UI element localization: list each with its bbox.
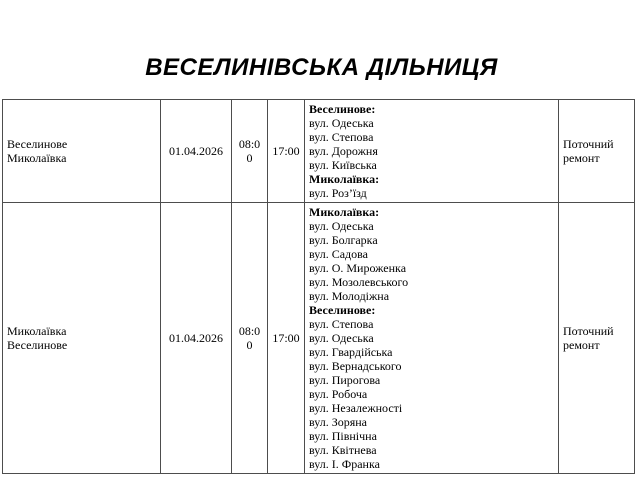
- street-item: вул. Дорожня: [309, 144, 378, 158]
- location-name: Веселинове: [7, 137, 68, 151]
- streets-cell: [305, 203, 559, 474]
- outage-schedule-table: [2, 99, 635, 474]
- street-item: вул. Одеська: [309, 116, 374, 130]
- street-item: вул. Одеська: [309, 331, 374, 345]
- street-item: вул. Зоряна: [309, 415, 367, 429]
- table-row: [3, 100, 635, 203]
- end-time-cell: 17:00: [268, 203, 305, 474]
- start-time-cell: 08:00: [232, 203, 268, 474]
- location-cell: [3, 100, 161, 203]
- street-item: вул. Вернадського: [309, 359, 402, 373]
- street-item: вул. Одеська: [309, 219, 374, 233]
- streets-cell: [305, 100, 559, 203]
- start-time-cell: 08:00: [232, 100, 268, 203]
- street-item: вул. Пирогова: [309, 373, 381, 387]
- street-item: вул. Роз’їзд: [309, 186, 367, 200]
- work-type-cell: Поточний ремонт: [559, 203, 635, 474]
- street-item: вул. Робоча: [309, 387, 368, 401]
- street-item: вул. Незалежності: [309, 401, 403, 415]
- page-title: ВЕСЕЛИНІВСЬКА ДІЛЬНИЦЯ: [145, 54, 498, 81]
- settlement-header: Веселинове:: [309, 303, 376, 317]
- street-item: вул. Гвардійська: [309, 345, 393, 359]
- street-item: вул. О. Мироженка: [309, 261, 407, 275]
- location-name: Веселинове: [7, 338, 68, 352]
- street-item: вул. Мозолевського: [309, 275, 409, 289]
- table-row: [3, 203, 635, 474]
- date-cell: 01.04.2026: [161, 203, 232, 474]
- work-type-cell: Поточний ремонт: [559, 100, 635, 203]
- location-name: Миколаївка: [7, 324, 67, 338]
- street-item: вул. І. Франка: [309, 457, 380, 471]
- street-item: вул. Північна: [309, 429, 377, 443]
- street-item: вул. Степова: [309, 130, 374, 144]
- date-cell: 01.04.2026: [161, 100, 232, 203]
- location-name: Миколаївка: [7, 151, 67, 165]
- end-time-cell: 17:00: [268, 100, 305, 203]
- settlement-header: Миколаївка:: [309, 172, 380, 186]
- street-item: вул. Болгарка: [309, 233, 378, 247]
- street-item: вул. Квітнева: [309, 443, 377, 457]
- street-item: вул. Степова: [309, 317, 374, 331]
- settlement-header: Миколаївка:: [309, 205, 380, 219]
- street-item: вул. Молодіжна: [309, 289, 390, 303]
- street-item: вул. Садова: [309, 247, 368, 261]
- location-cell: [3, 203, 161, 474]
- street-item: вул. Київська: [309, 158, 377, 172]
- settlement-header: Веселинове:: [309, 102, 376, 116]
